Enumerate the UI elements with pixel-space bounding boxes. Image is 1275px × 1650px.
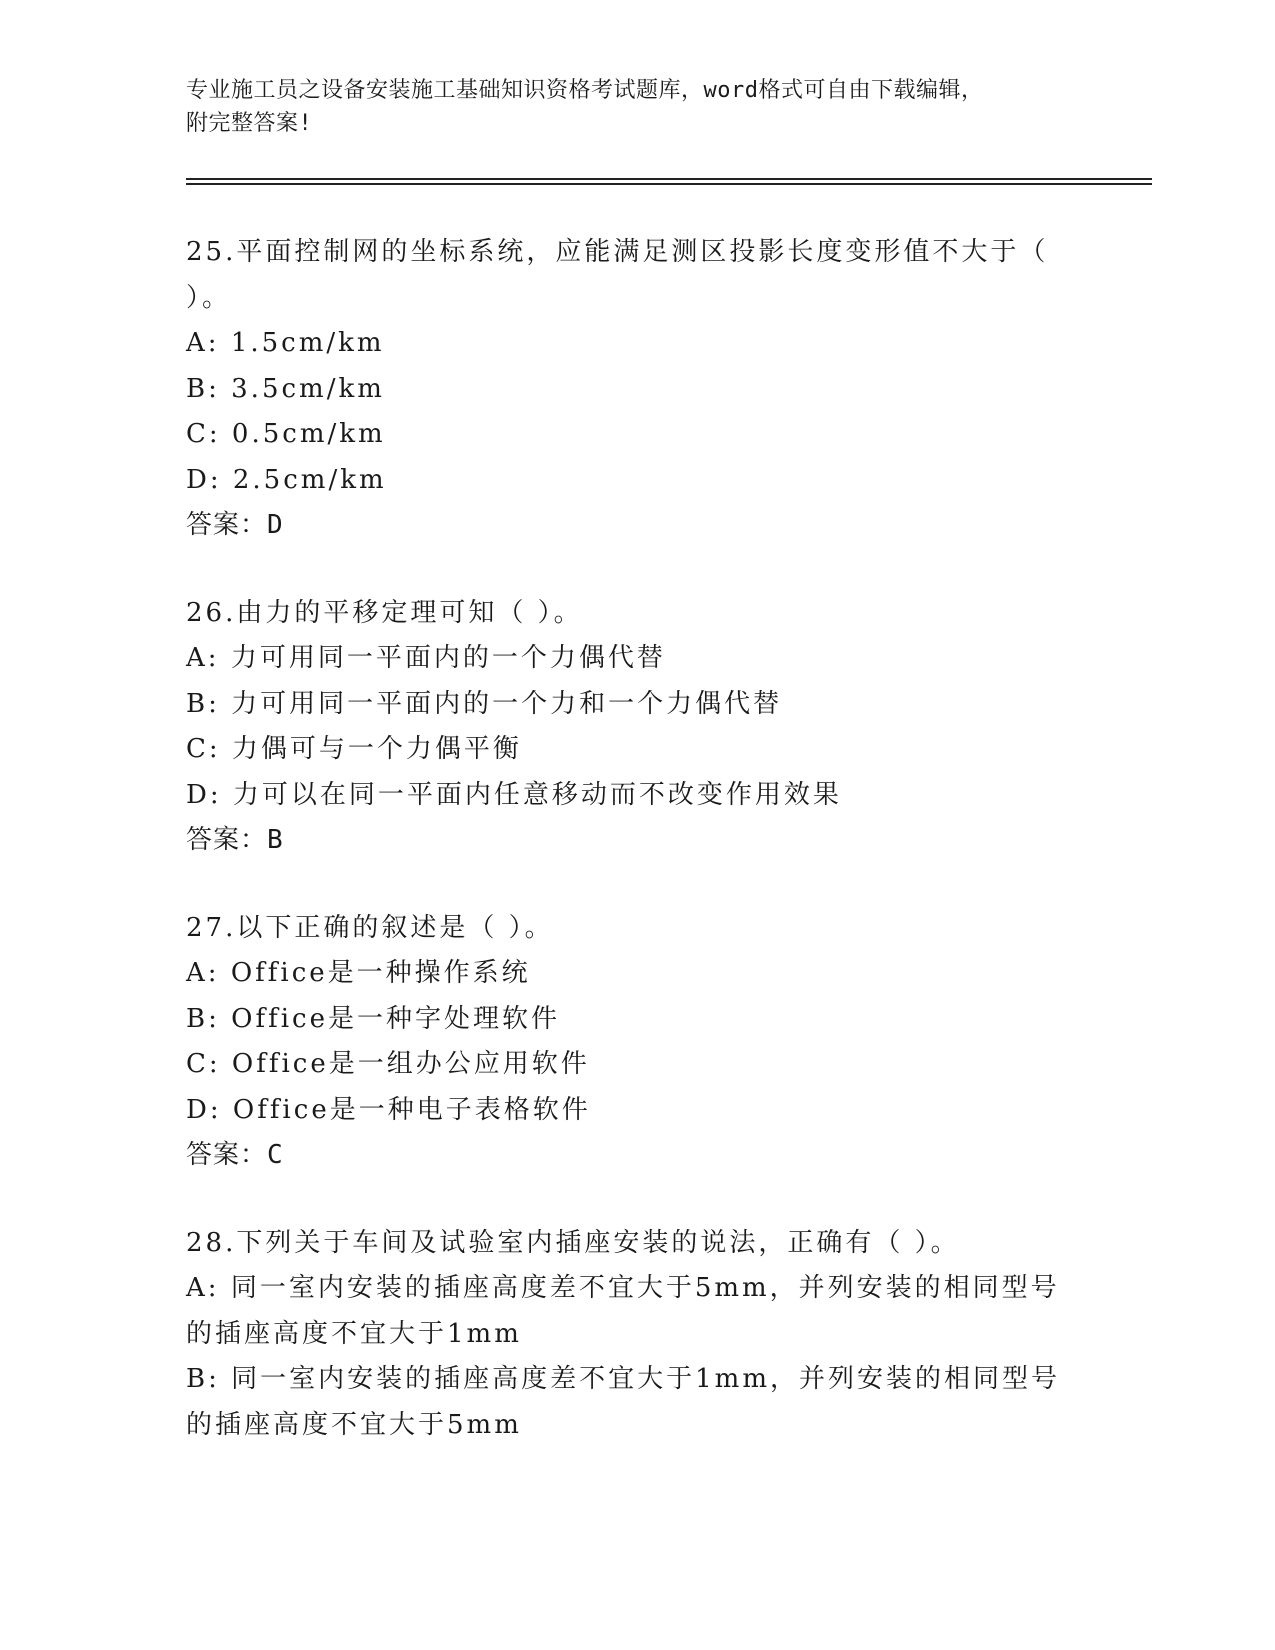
question-stem: 27.以下正确的叙述是（ ）。 [186, 912, 554, 943]
option-label: C: [186, 1049, 221, 1079]
option-d [186, 1088, 1066, 1134]
option-a [186, 951, 1066, 997]
option-c [186, 1042, 1066, 1088]
answer: 答案：C [186, 1140, 284, 1170]
document-header [186, 74, 1086, 140]
option-text: 同一室内安装的插座高度差不宜大于5mm，并列安装的相同型号的插座高度不宜大于1mm [186, 1273, 1060, 1349]
option-b [186, 997, 1066, 1043]
option-text: 力可用同一平面内的一个力偶代替 [230, 643, 666, 673]
question-list [186, 230, 1066, 1490]
option-b [186, 682, 1066, 728]
option-b [186, 367, 1066, 413]
option-text: Office是一种字处理软件 [231, 1003, 560, 1034]
option-label: B: [186, 373, 220, 404]
header-rule-top [186, 178, 1152, 180]
question-25 [186, 230, 1066, 549]
option-label: A: [186, 643, 220, 673]
option-text: 1.5cm/km [230, 328, 385, 358]
question-28 [186, 1221, 1066, 1449]
option-c [186, 412, 1066, 458]
answer: 答案：D [186, 510, 284, 540]
option-text: Office是一组办公应用软件 [231, 1049, 590, 1079]
option-label: D: [186, 1094, 222, 1125]
option-b [186, 1357, 1066, 1448]
question-stem: 26.由力的平移定理可知（ ）。 [186, 597, 583, 628]
option-text: Office是一种电子表格软件 [232, 1094, 591, 1125]
answer: 答案：B [186, 825, 284, 855]
option-label: C: [186, 419, 221, 449]
option-label: D: [186, 464, 222, 495]
question-26 [186, 591, 1066, 864]
option-d [186, 458, 1066, 504]
option-label: B: [186, 1003, 220, 1034]
option-d [186, 773, 1066, 819]
option-a [186, 321, 1066, 367]
header-line-2: 附完整答案! [186, 111, 313, 136]
option-text: Office是一种操作系统 [230, 958, 531, 988]
question-stem: 28.下列关于车间及试验室内插座安装的说法，正确有（ ）。 [186, 1227, 960, 1258]
option-label: B: [186, 688, 220, 719]
option-label: A: [186, 328, 220, 358]
header-line-1: 专业施工员之设备安装施工基础知识资格考试题库，word格式可自由下载编辑， [186, 78, 984, 103]
option-label: A: [186, 1273, 220, 1303]
option-label: D: [186, 779, 222, 810]
option-text: 2.5cm/km [232, 464, 387, 495]
option-text: 3.5cm/km [231, 373, 385, 404]
option-text: 力可用同一平面内的一个力和一个力偶代替 [231, 688, 783, 719]
option-text: 同一室内安装的插座高度差不宜大于1mm，并列安装的相同型号的插座高度不宜大于5mm [186, 1364, 1060, 1440]
option-label: A: [186, 958, 220, 988]
question-27 [186, 906, 1066, 1179]
option-text: 力偶可与一个力偶平衡 [231, 734, 522, 764]
option-c [186, 727, 1066, 773]
option-a [186, 1266, 1066, 1357]
option-text: 0.5cm/km [231, 419, 386, 449]
option-a [186, 636, 1066, 682]
question-stem: 25.平面控制网的坐标系统，应能满足测区投影长度变形值不大于（ ）。 [186, 237, 1049, 313]
option-label: B: [186, 1364, 220, 1394]
option-label: C: [186, 734, 221, 764]
option-text: 力可以在同一平面内任意移动而不改变作用效果 [232, 779, 842, 810]
header-rule-bottom [186, 183, 1152, 185]
